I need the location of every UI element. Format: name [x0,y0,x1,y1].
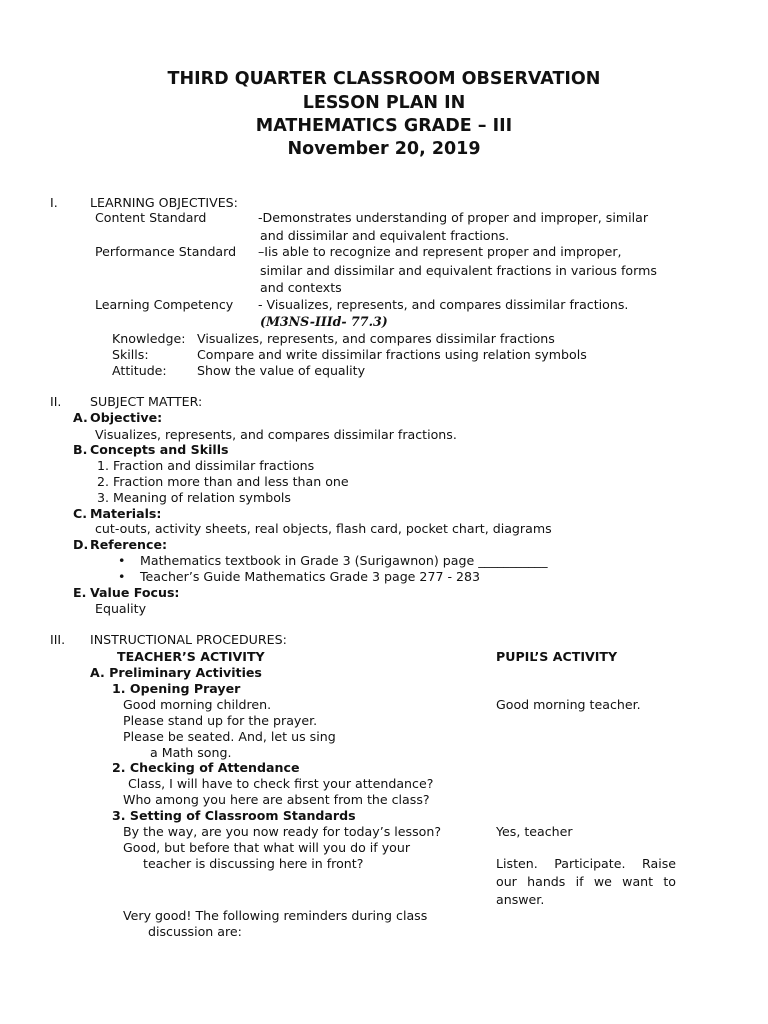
concept-item-1: 1. Fraction and dissimilar fractions [97,458,315,473]
opening-prayer-line-3: Please be seated. And, let us sing [123,729,336,744]
pupil-response-line-3: answer. [496,892,545,907]
materials-text: cut-outs, activity sheets, real objects, flash card, pocket chart, diagrams [95,521,552,536]
bullet-icon: • [118,553,126,568]
pupil-response-yes-teacher: Yes, teacher [496,824,573,839]
content-standard-line-1: -Demonstrates understanding of proper and improper, similar [258,210,649,225]
standards-line-3: teacher is discussing here in front? [143,856,364,871]
content-standard-label: Content Standard [95,210,207,225]
attendance-line-1: Class, I will have to check first your attendance? [128,776,434,791]
pupil-response-good-morning: Good morning teacher. [496,697,641,712]
skills-text: Compare and write dissimilar fractions using relation symbols [197,347,587,362]
standards-line-2: Good, but before that what will you do if your [123,840,411,855]
opening-prayer-line-4: a Math song. [150,745,232,760]
reminders-line-1: Very good! The following reminders during class [123,908,428,923]
sub-c-label: C. [73,506,88,521]
bullet-icon: • [118,569,126,584]
section-3-heading: INSTRUCTIONAL PROCEDURES: [90,632,287,647]
performance-standard-line-2: similar and dissimilar and equivalent fractions in various forms [260,263,657,278]
concept-item-3: 3. Meaning of relation symbols [97,490,291,505]
teacher-activity-header: TEACHER’S ACTIVITY [117,649,265,664]
pupil-response-line-1: Listen. Participate. Raise [496,856,676,871]
attitude-label: Attitude: [112,363,167,378]
competency-code: (M3NS-IIId- 77.3) [260,314,388,329]
opening-prayer-line-2: Please stand up for the prayer. [123,713,318,728]
pupil-response-listen-block [496,856,676,872]
value-focus-text: Equality [95,601,147,616]
concept-item-2: 2. Fraction more than and less than one [97,474,349,489]
content-standard-line-2: and dissimilar and equivalent fractions. [260,228,510,243]
objective-heading: Objective: [90,410,163,425]
reference-item-2: Teacher’s Guide Mathematics Grade 3 page 277 - 283 [140,569,481,584]
reference-item-1: Mathematics textbook in Grade 3 (Surigawnon) page ___________ [140,553,548,568]
sub-b-label: B. [73,442,88,457]
pupil-response-line-2: our hands if we want to [496,874,676,889]
reminders-line-2: discussion are: [148,924,242,939]
sub-a-label: A. [73,410,88,425]
preliminary-activities-heading: A. Preliminary Activities [90,665,262,680]
section-1-heading: LEARNING OBJECTIVES: [90,195,238,210]
title-line-1: THIRD QUARTER CLASSROOM OBSERVATION [167,69,601,89]
reference-heading: Reference: [90,537,168,552]
knowledge-text: Visualizes, represents, and compares dissimilar fractions [197,331,555,346]
concepts-heading: Concepts and Skills [90,442,229,457]
standards-line-1: By the way, are you now ready for today’s lesson? [123,824,441,839]
section-2-numeral: II. [50,394,62,409]
attitude-text: Show the value of equality [197,363,366,378]
section-1-numeral: I. [50,195,58,210]
objective-text: Visualizes, represents, and compares dissimilar fractions. [95,427,457,442]
value-focus-heading: Value Focus: [90,585,180,600]
title-line-3: MATHEMATICS GRADE – III [255,116,513,136]
materials-heading: Materials: [90,506,162,521]
skills-label: Skills: [112,347,149,362]
performance-standard-line-3: and contexts [260,280,342,295]
section-3-numeral: III. [50,632,66,647]
sub-e-label: E. [73,585,87,600]
attendance-line-2: Who among you here are absent from the class? [123,792,430,807]
performance-standard-label: Performance Standard [95,244,237,259]
title-date: November 20, 2019 [287,139,481,159]
pupil-activity-header: PUPIL’S ACTIVITY [496,649,618,664]
learning-competency-label: Learning Competency [95,297,234,312]
knowledge-label: Knowledge: [112,331,186,346]
performance-standard-line-1: –Iis able to recognize and represent proper and improper, [258,244,622,259]
learning-competency-line-1: - Visualizes, represents, and compares dissimilar fractions. [258,297,629,312]
classroom-standards-heading: 3. Setting of Classroom Standards [112,808,356,823]
pupil-response-line-2-wrap [496,874,676,890]
checking-attendance-heading: 2. Checking of Attendance [112,760,300,775]
section-2-heading: SUBJECT MATTER: [90,394,203,409]
opening-prayer-line-1: Good morning children. [123,697,272,712]
sub-d-label: D. [73,537,89,552]
opening-prayer-heading: 1. Opening Prayer [112,681,241,696]
title-line-2: LESSON PLAN IN [302,93,466,113]
